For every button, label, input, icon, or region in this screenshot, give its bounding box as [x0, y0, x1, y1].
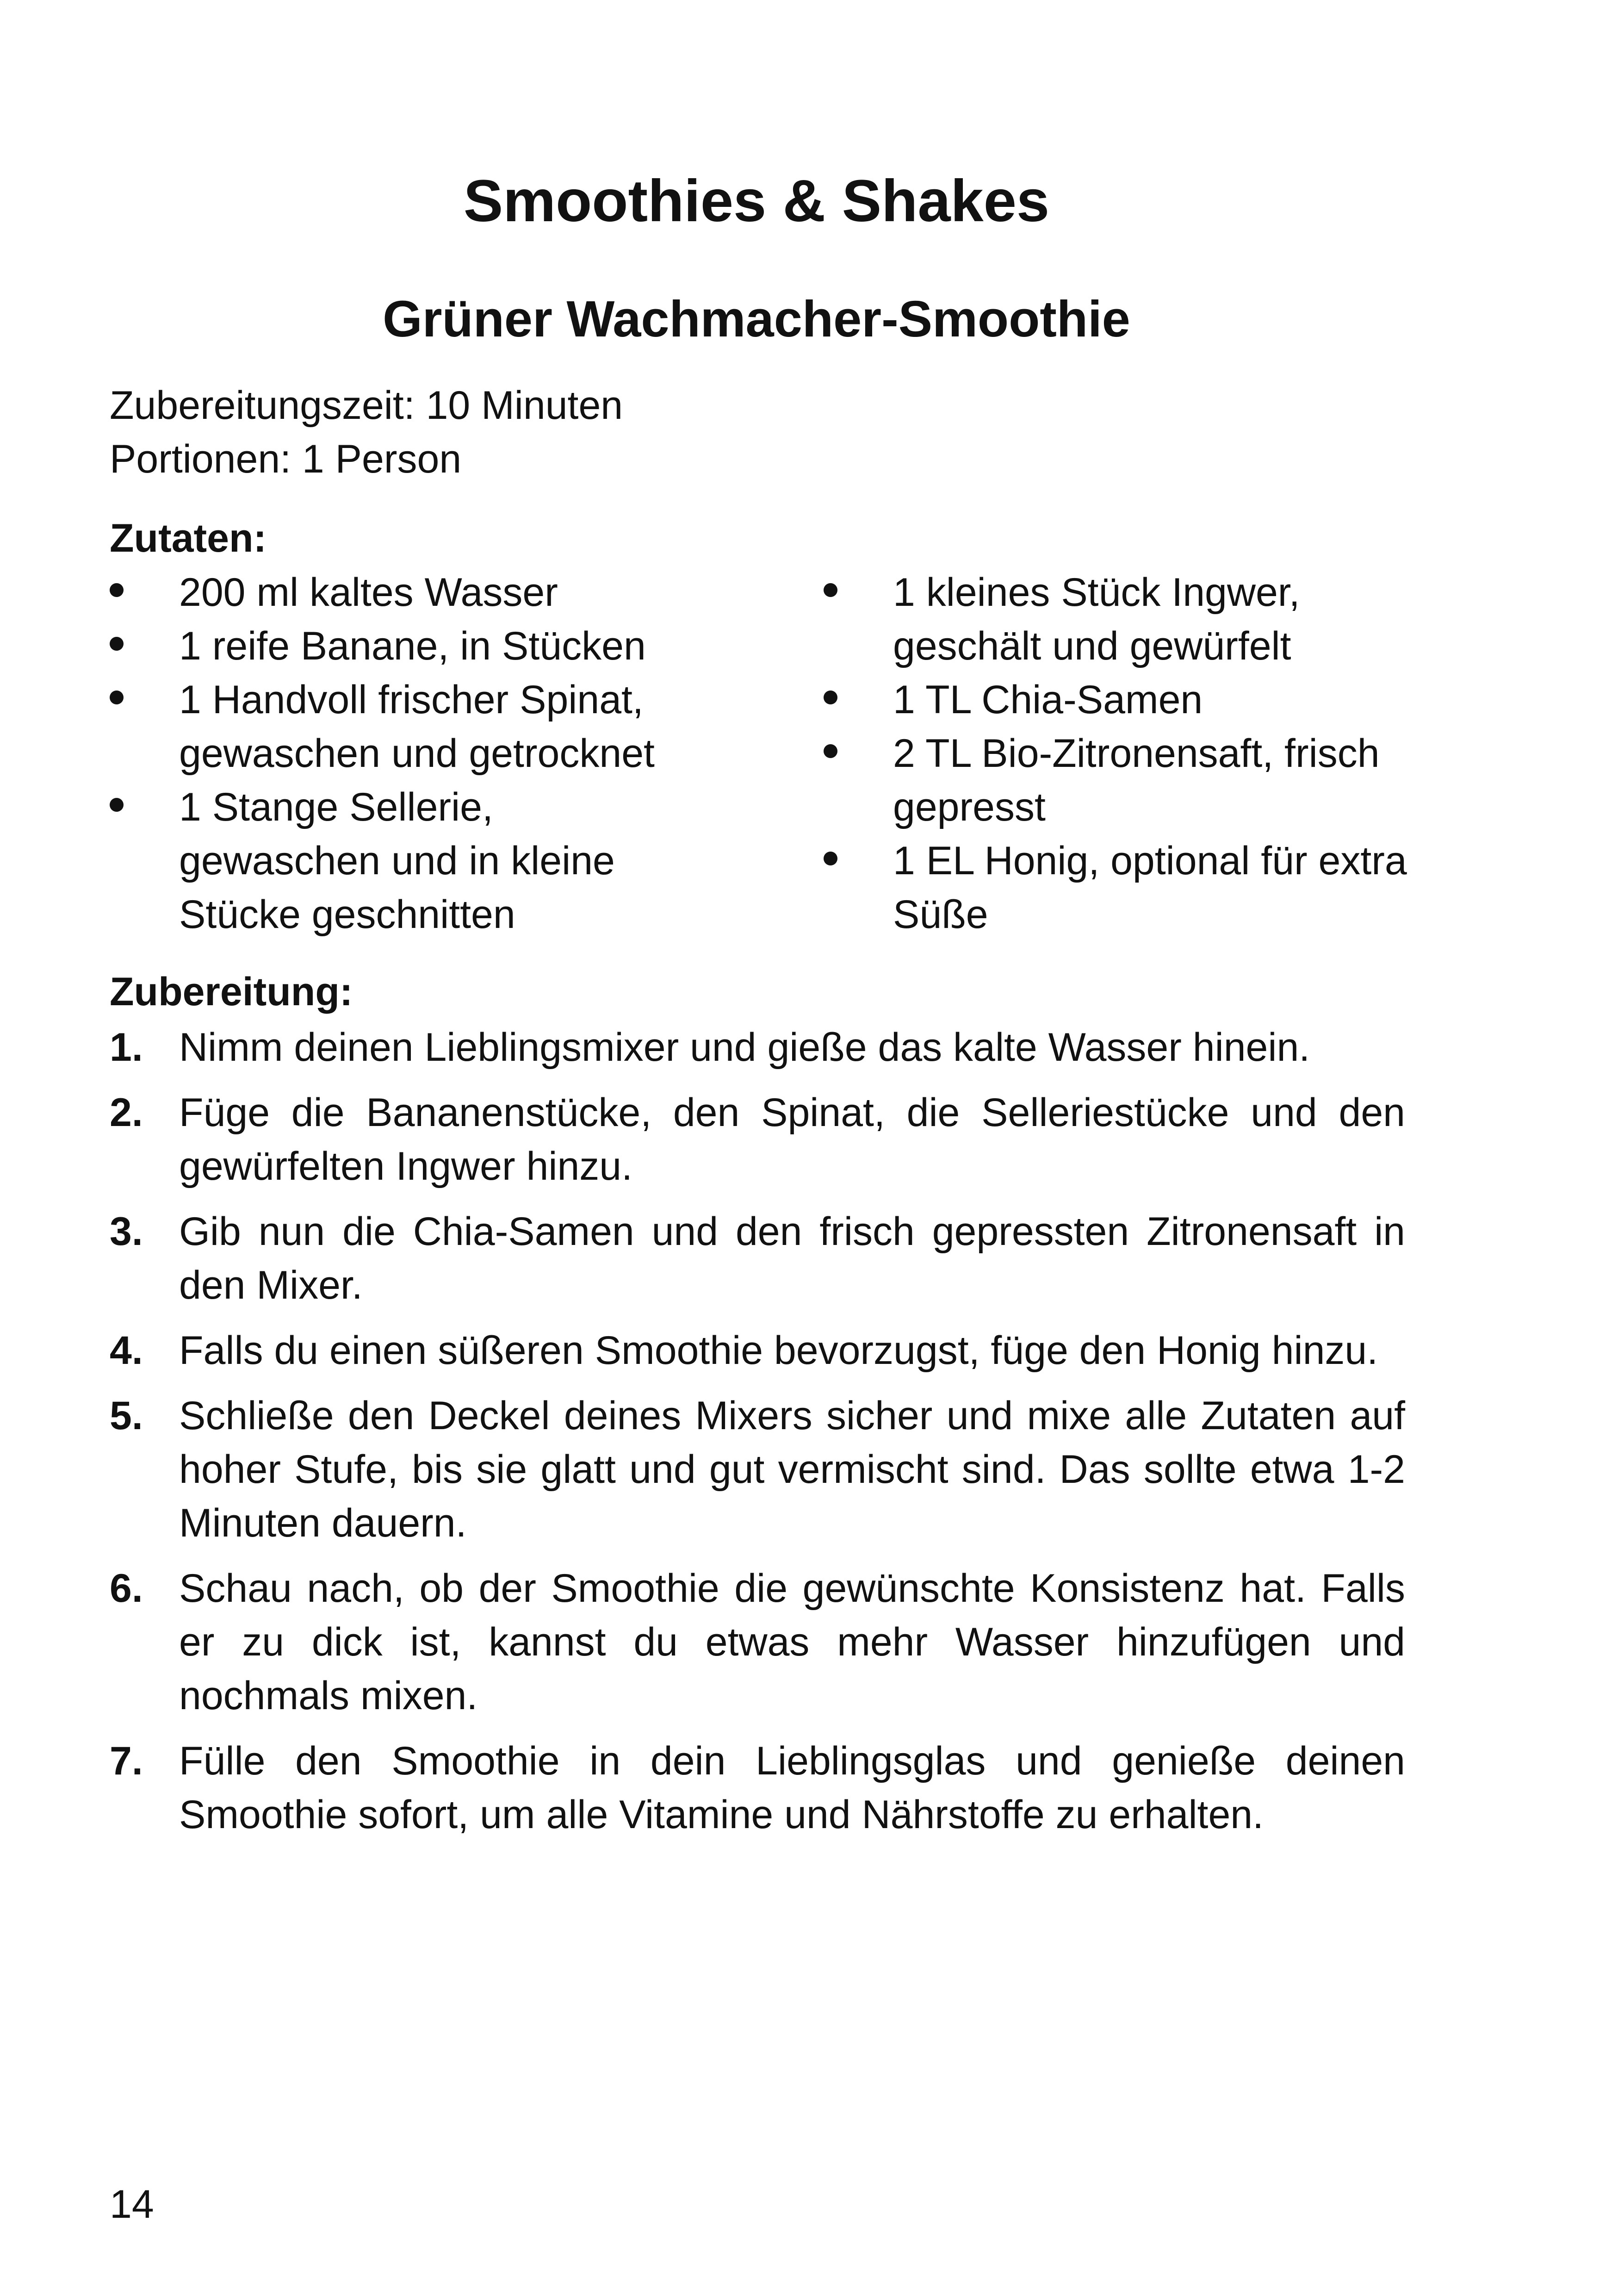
step-item	[110, 1086, 1405, 1193]
preparation-steps	[110, 1020, 1405, 1853]
step-number: 7.	[110, 1739, 143, 1783]
step-text: Schließe den Deckel deines Mixers sicher und mixe alle Zutaten auf hoher Stufe, bis sie glatt und gut vermischt sind. Das sollte etwa 1-2 Minuten dauern.	[179, 1394, 1405, 1545]
page-number: 14	[110, 2182, 154, 2227]
ingredient-item	[110, 780, 697, 941]
step-number: 6.	[110, 1566, 143, 1611]
ingredient-text: 1 Handvoll frischer Spinat, gewaschen und getrocknet	[179, 678, 655, 776]
step-text: Fülle den Smoothie in dein Lieblingsglas und genieße deinen Smoothie sofort, um alle Vitamine und Nährstoffe zu erhalten.	[179, 1739, 1405, 1837]
step-item	[110, 1734, 1405, 1842]
ingredient-text: 1 TL Chia-Samen	[893, 678, 1203, 722]
ingredient-item	[824, 727, 1416, 834]
bullet-icon	[824, 583, 837, 597]
step-item	[110, 1205, 1405, 1312]
step-text: Falls du einen süßeren Smoothie bevorzugst, füge den Honig hinzu.	[179, 1328, 1378, 1373]
ingredient-text: 200 ml kaltes Wasser	[179, 570, 558, 615]
step-number: 3.	[110, 1209, 143, 1254]
step-item	[110, 1389, 1405, 1550]
step-text: Gib nun die Chia-Samen und den frisch gepressten Zitronensaft in den Mixer.	[179, 1209, 1405, 1307]
ingredient-item	[824, 834, 1416, 941]
bullet-icon	[824, 691, 837, 704]
bullet-icon	[110, 798, 124, 812]
ingredient-item	[110, 566, 697, 619]
step-text: Schau nach, ob der Smoothie die gewünschte Konsistenz hat. Falls er zu dick ist, kannst du etwas mehr Wasser hinzufügen und nochmals mixen.	[179, 1566, 1405, 1718]
bullet-icon	[824, 744, 837, 758]
ingredients-list-left	[110, 566, 697, 941]
chapter-title: Smoothies & Shakes	[463, 168, 1050, 234]
step-item	[110, 1324, 1405, 1377]
ingredient-text: 1 EL Honig, optional für extra Süße	[893, 839, 1407, 937]
bullet-icon	[110, 637, 124, 651]
ingredients-list-right	[824, 566, 1416, 941]
prep-time: Zubereitungszeit: 10 Minuten	[110, 383, 623, 428]
ingredient-text: 1 kleines Stück Ingwer, geschält und gewürfelt	[893, 570, 1300, 668]
ingredient-item	[824, 673, 1416, 727]
step-number: 2.	[110, 1090, 143, 1135]
bullet-icon	[110, 691, 124, 704]
step-item	[110, 1020, 1405, 1074]
ingredient-text: 2 TL Bio-Zitronensaft, frisch gepresst	[893, 731, 1380, 829]
recipe-meta	[110, 379, 623, 486]
bullet-icon	[824, 852, 837, 865]
ingredient-text: 1 reife Banane, in Stücken	[179, 624, 646, 668]
preparation-heading: Zubereitung:	[110, 970, 353, 1014]
bullet-icon	[110, 583, 124, 597]
recipe-title: Grüner Wachmacher-Smoothie	[383, 291, 1130, 348]
ingredients-heading: Zutaten:	[110, 516, 267, 560]
step-text: Nimm deinen Lieblingsmixer und gieße das kalte Wasser hinein.	[179, 1025, 1310, 1070]
step-number: 4.	[110, 1328, 143, 1373]
step-text: Füge die Bananenstücke, den Spinat, die Selleriestücke und den gewürfelten Ingwer hinzu.	[179, 1090, 1405, 1188]
ingredient-item	[824, 566, 1416, 673]
ingredient-text: 1 Stange Sellerie, gewaschen und in kleine Stücke geschnitten	[179, 785, 615, 937]
ingredient-item	[110, 619, 697, 673]
servings: Portionen: 1 Person	[110, 437, 462, 481]
step-item	[110, 1562, 1405, 1723]
ingredient-item	[110, 673, 697, 780]
step-number: 1.	[110, 1025, 143, 1070]
step-number: 5.	[110, 1394, 143, 1438]
